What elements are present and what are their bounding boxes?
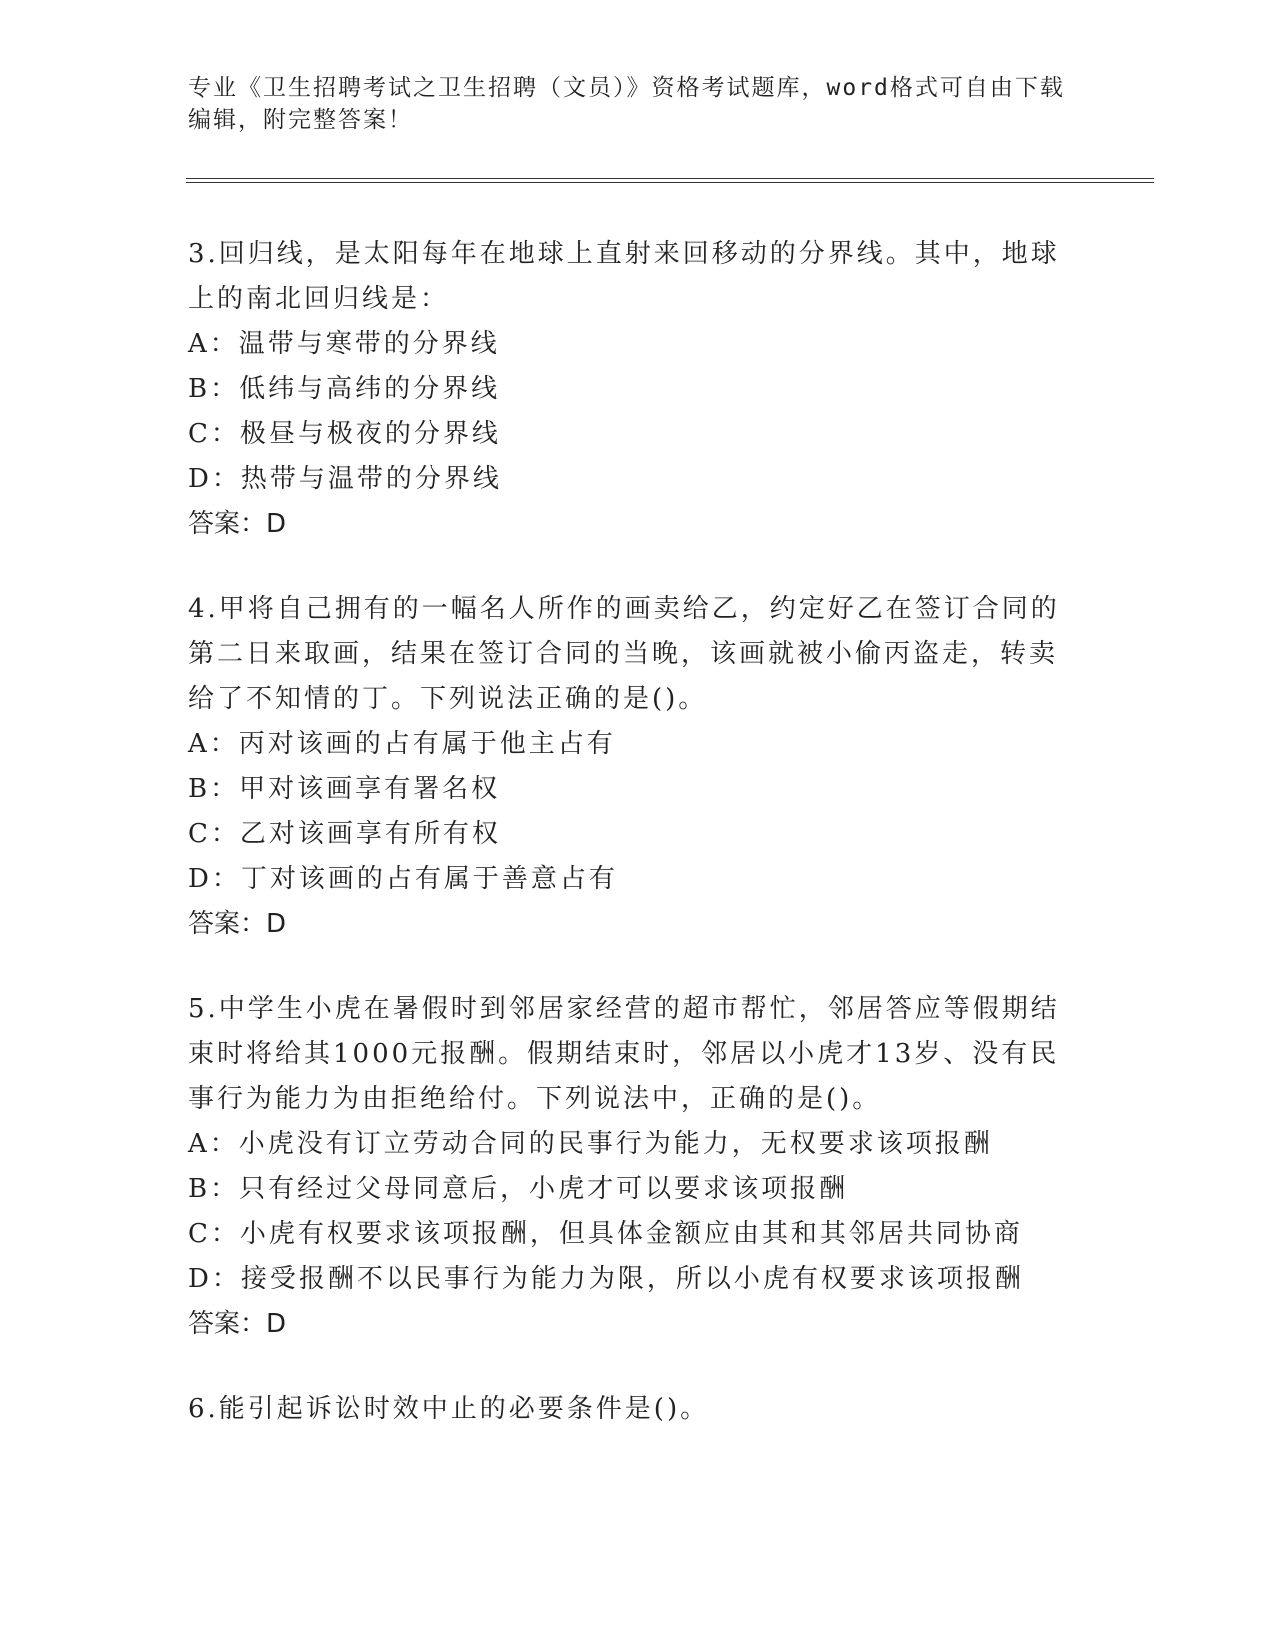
question-3 [188, 232, 1068, 547]
question-stem-line: 上的南北回归线是： [188, 284, 450, 314]
option-b: B：只有经过父母同意后，小虎才可以要求该项报酬 [188, 1174, 849, 1204]
question-stem-line: 6.能引起诉讼时效中止的必要条件是()。 [188, 1394, 710, 1424]
header-divider [186, 178, 1154, 183]
answer: 答案：D [188, 909, 287, 939]
option-a: A：小虎没有订立劳动合同的民事行为能力，无权要求该项报酬 [188, 1129, 993, 1159]
question-list [188, 232, 1068, 1472]
option-b: B：甲对该画享有署名权 [188, 774, 501, 804]
header-line-2: 编辑，附完整答案！ [188, 107, 413, 133]
option-a: A：丙对该画的占有属于他主占有 [188, 729, 616, 759]
option-c: C：极昼与极夜的分界线 [188, 419, 501, 449]
header-line-1: 专业《卫生招聘考试之卫生招聘（文员）》资格考试题库，word格式可自由下载 [188, 75, 1065, 101]
option-d: D：丁对该画的占有属于善意占有 [188, 864, 618, 894]
question-stem-line: 给了不知情的丁。下列说法正确的是()。 [188, 684, 708, 714]
question-stem-line: 束时将给其1000元报酬。假期结束时，邻居以小虎才13岁、没有民 [188, 1039, 1060, 1069]
question-6 [188, 1387, 1068, 1432]
answer: 答案：D [188, 1309, 287, 1339]
question-5 [188, 987, 1068, 1347]
option-c: C：小虎有权要求该项报酬，但具体金额应由其和其邻居共同协商 [188, 1219, 1023, 1249]
question-stem-line: 5.中学生小虎在暑假时到邻居家经营的超市帮忙，邻居答应等假期结 [188, 994, 1060, 1024]
question-stem-line: 第二日来取画，结果在签订合同的当晚，该画就被小偷丙盗走，转卖 [188, 639, 1059, 669]
question-4 [188, 587, 1068, 947]
answer: 答案：D [188, 509, 287, 539]
question-stem-line: 事行为能力为由拒绝给付。下列说法中，正确的是()。 [188, 1084, 882, 1114]
option-d: D：热带与温带的分界线 [188, 464, 502, 494]
question-stem-line: 4.甲将自己拥有的一幅名人所作的画卖给乙，约定好乙在签订合同的 [188, 594, 1060, 624]
option-d: D：接受报酬不以民事行为能力为限，所以小虎有权要求该项报酬 [188, 1264, 1024, 1294]
document-header [188, 72, 1088, 136]
question-stem-line: 3.回归线，是太阳每年在地球上直射来回移动的分界线。其中，地球 [188, 239, 1060, 269]
option-c: C：乙对该画享有所有权 [188, 819, 501, 849]
option-a: A：温带与寒带的分界线 [188, 329, 500, 359]
option-b: B：低纬与高纬的分界线 [188, 374, 501, 404]
